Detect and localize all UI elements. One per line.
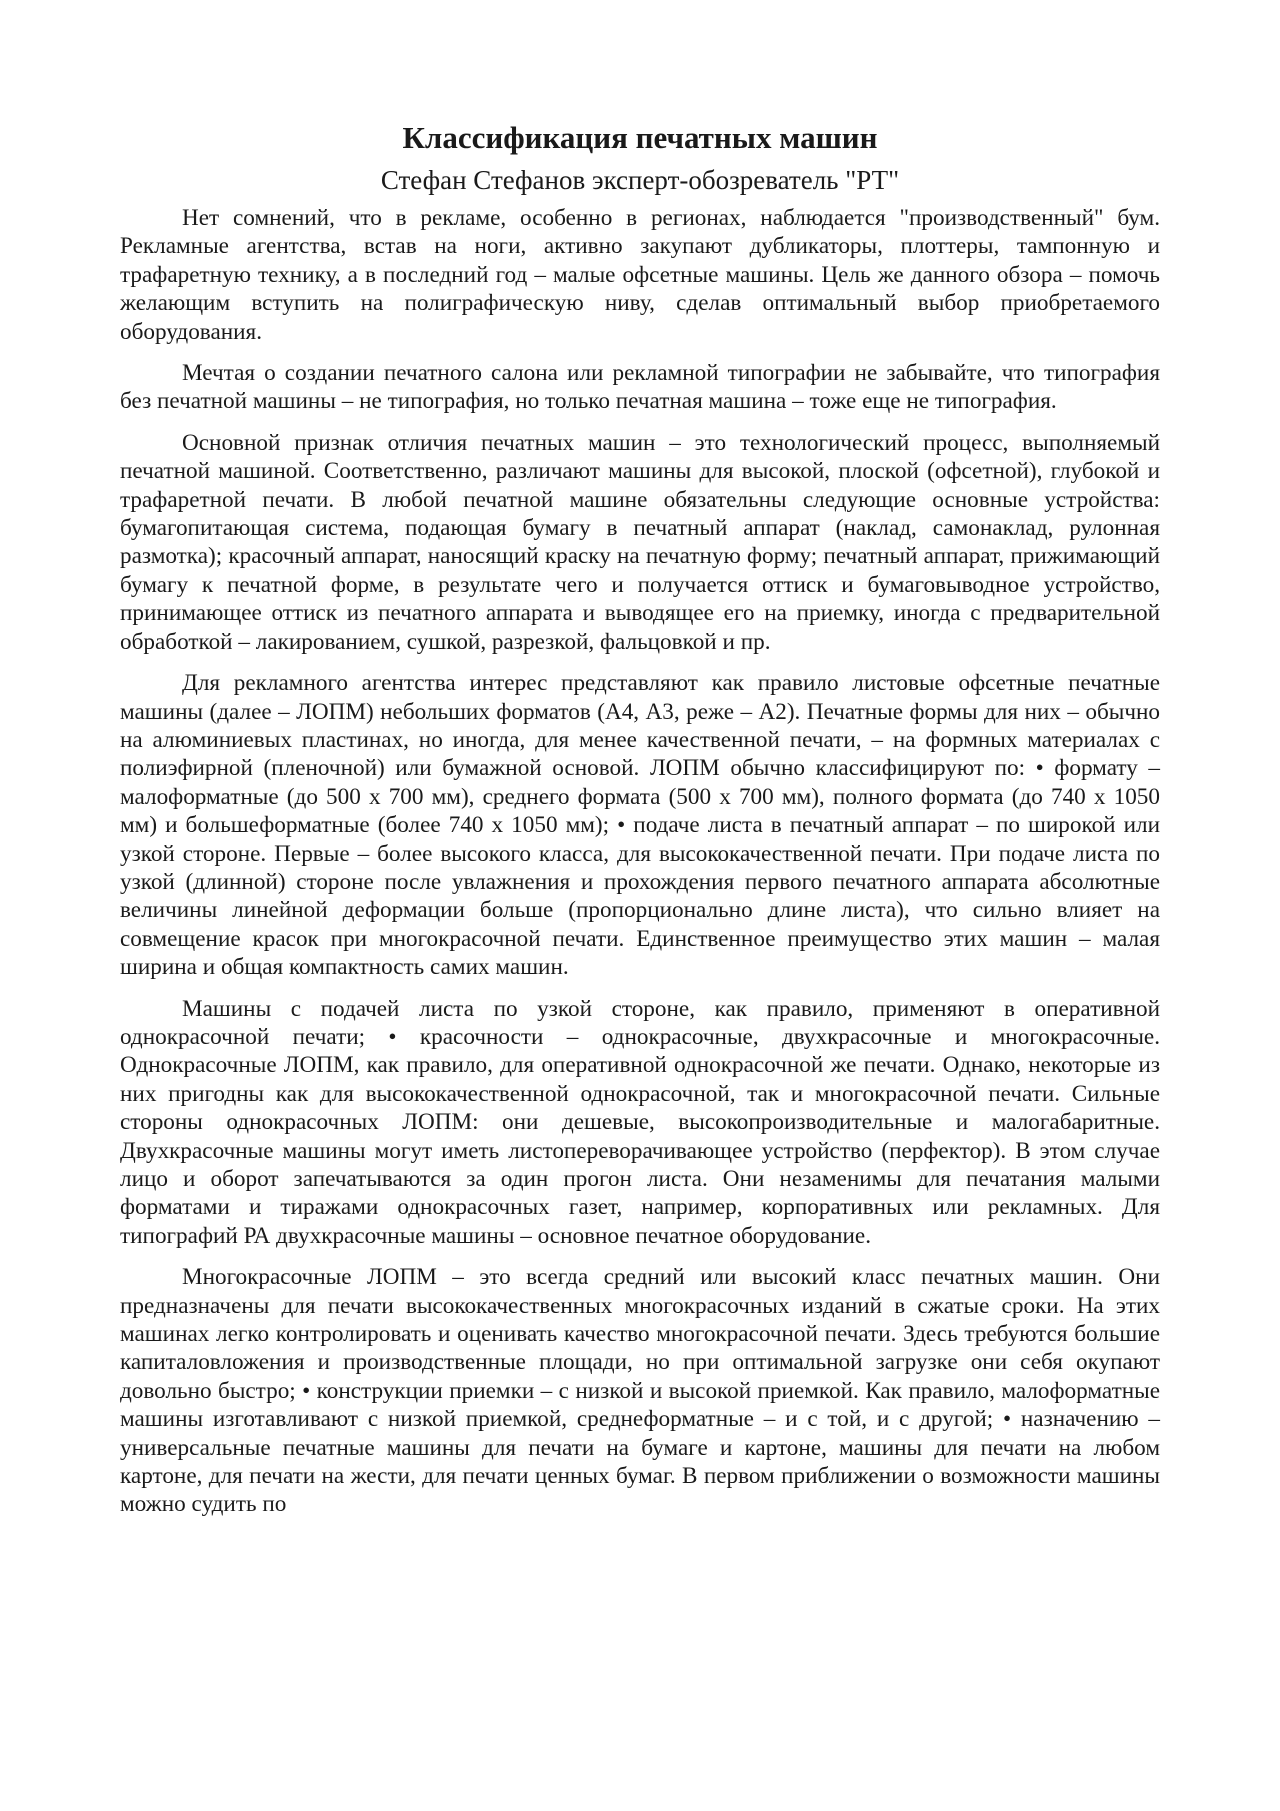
document-author-line: Стефан Стефанов эксперт-обозреватель "РТ" [380, 165, 900, 195]
paragraph-4: Для рекламного агентства интерес представляют как правило листовые офсетные печатные машины (далее – ЛОПМ) небольших форматов (А4, А3, реже – А2). Печатные формы для них – обычно на алюминиевых пластинах, но иногда, для менее качественной печати, – на формных материалах с полиэфирной (пленочной) или бумажной основой. ЛОПМ обычно классифицируют по: • формату – малоформатные (до 500 х 700 мм), среднего формата (500 х 700 мм), полного формата (до 740 х 1050 мм) и большеформатные (более 740 х 1050 мм); • подаче листа в печатный аппарат – по широкой или узкой стороне. Первые – более высокого класса, для высококачественной печати. При подаче листа по узкой (длинной) стороне после увлажнения и прохождения первого печатного аппарата абсолютные величины линейной деформации больше (пропорционально длине листа), что сильно влияет на совмещение красок при многокрасочной печати. Единственное преимущество этих машин – малая ширина и общая компактность самих машин. [120, 670, 1160, 981]
document-title: Классификация печатных машин [402, 120, 878, 155]
paragraph-2: Мечтая о создании печатного салона или рекламной типографии не забывайте, что типография без печатной машины – не типография, но только печатная машина – тоже еще не типография. [120, 360, 1160, 415]
paragraph-6: Многокрасочные ЛОПМ – это всегда средний или высокий класс печатных машин. Они предназначены для печати высококачественных многокрасочных изданий в сжатые сроки. На этих машинах легко контролировать и оценивать качество многокрасочной печати. Здесь требуются большие капиталовложения и производственные площади, но при оптимальной загрузке они себя окупают довольно быстро; • конструкции приемки – с низкой и высокой приемкой. Как правило, малоформатные машины изготавливают с низкой приемкой, среднеформатные – и с той, и с другой; • назначению – универсальные печатные машины для печати на бумаге и картоне, машины для печати на любом картоне, для печати на жести, для печати ценных бумаг. В первом приближении о возможности машины можно судить по [120, 1264, 1160, 1518]
paragraph-1: Нет сомнений, что в рекламе, особенно в регионах, наблюдается "производственный" бум. Рекламные агентства, встав на ноги, активно закупают дубликаторы, плоттеры, тампонную и трафаретную технику, а в последний год – малые офсетные машины. Цель же данного обзора – помочь желающим вступить на полиграфическую ниву, сделав оптимальный выбор приобретаемого оборудования. [120, 205, 1160, 345]
document-body [120, 118, 1160, 1532]
paragraph-5: Машины с подачей листа по узкой стороне, как правило, применяют в оперативной однокрасочной печати; • красочности – однокрасочные, двухкрасочные и многокрасочные. Однокрасочные ЛОПМ, как правило, для оперативной однокрасочной же печати. Однако, некоторые из них пригодны как для высококачественной однокрасочной, так и многокрасочной печати. Сильные стороны однокрасочных ЛОПМ: они дешевые, высокопроизводительные и малогабаритные. Двухкрасочные машины могут иметь листопереворачивающее устройство (перфектор). В этом случае лицо и оборот запечатываются за один прогон листа. Они незаменимы для печатания малыми форматами и тиражами однокрасочных газет, например, корпоративных или рекламных. Для типографий РА двухкрасочные машины – основное печатное оборудование. [120, 995, 1160, 1249]
paragraph-3: Основной признак отличия печатных машин – это технологический процесс, выполняемый печатной машиной. Соответственно, различают машины для высокой, плоской (офсетной), глубокой и трафаретной печати. В любой печатной машине обязательны следующие основные устройства: бумагопитающая система, подающая бумагу в печатный аппарат (наклад, самонаклад, рулонная размотка); красочный аппарат, наносящий краску на печатную форму; печатный аппарат, прижимающий бумагу к печатной форме, в результате чего и получается оттиск и бумаговыводное устройство, принимающее оттиск из печатного аппарата и выводящее его на приемку, иногда с предварительной обработкой – лакированием, сушкой, разрезкой, фальцовкой и пр. [120, 429, 1160, 655]
